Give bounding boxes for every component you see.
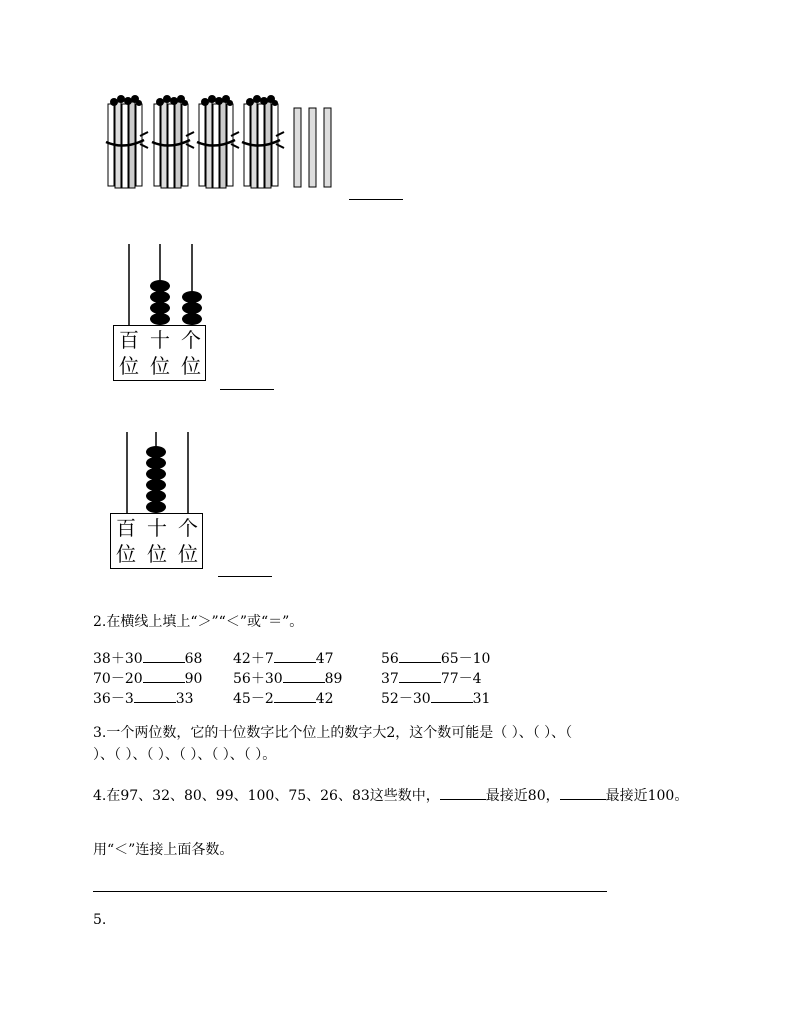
abacus-rods — [110, 240, 220, 330]
stick-bundle — [106, 95, 148, 188]
abacus-rods — [108, 428, 218, 518]
place-label: 位 — [119, 354, 139, 378]
answer-line[interactable] — [93, 891, 607, 892]
single-stick — [309, 108, 316, 187]
abacus-bead — [146, 468, 166, 480]
place-label: 位 — [181, 354, 201, 378]
hundreds-label: 百 — [119, 328, 139, 352]
answer-blank-1[interactable] — [349, 199, 403, 200]
comparison-item: 56 65－10 — [381, 648, 490, 669]
comparison-item: 52－30 31 — [381, 688, 490, 709]
abacus-bead — [150, 302, 170, 314]
abacus-bead — [146, 457, 166, 469]
single-stick — [324, 108, 331, 187]
answer-blank[interactable] — [399, 648, 441, 663]
abacus-bead — [150, 291, 170, 303]
comparison-item: 36－3 33 — [93, 688, 194, 709]
abacus-bead — [146, 490, 166, 502]
comparison-item: 45－2 42 — [233, 688, 334, 709]
hundreds-label: 百 — [116, 516, 136, 540]
place-label: 位 — [147, 542, 167, 566]
place-label: 位 — [150, 354, 170, 378]
ones-label: 个 — [178, 516, 198, 540]
stick-bundles-figure — [100, 92, 350, 192]
comparison-item: 38＋30 68 — [93, 648, 202, 669]
answer-blank[interactable] — [143, 668, 185, 683]
tens-label: 十 — [150, 328, 170, 352]
single-stick — [294, 108, 301, 187]
question-3-line-2: ）、（ ）、（ ）、（ ）、（ ）、（ ）。 — [93, 747, 277, 763]
place-value-label-box — [113, 325, 206, 381]
answer-blank[interactable] — [274, 648, 316, 663]
answer-blank[interactable] — [283, 668, 325, 683]
stick-bundle — [152, 95, 194, 188]
question-2-title: 2.在横线上填上“＞”“＜”或“＝”。 — [93, 614, 304, 630]
answer-blank-2[interactable] — [220, 389, 274, 390]
stick-bundle — [197, 95, 239, 188]
tens-label: 十 — [147, 516, 167, 540]
question-4: 4.在97、32、80、99、100、75、26、83这些数中， 最接近80， 最接近100。 — [93, 785, 688, 806]
comparison-item: 42＋7 47 — [233, 648, 334, 669]
abacus-bead — [146, 446, 166, 458]
abacus-bead — [150, 280, 170, 292]
abacus-bead — [146, 479, 166, 491]
answer-blank[interactable] — [440, 785, 486, 800]
answer-blank-3[interactable] — [218, 576, 272, 577]
comparison-item: 37 77－4 — [381, 668, 482, 689]
stick-bundle — [242, 95, 284, 188]
place-label: 位 — [178, 542, 198, 566]
answer-blank[interactable] — [134, 688, 176, 703]
abacus-bead — [146, 501, 166, 513]
abacus-bead — [182, 313, 202, 325]
place-value-label-box — [110, 513, 203, 569]
answer-blank[interactable] — [399, 668, 441, 683]
comparison-item: 56＋30 89 — [233, 668, 342, 689]
answer-blank[interactable] — [560, 785, 606, 800]
place-label: 位 — [116, 542, 136, 566]
answer-blank[interactable] — [274, 688, 316, 703]
question-5-label: 5. — [93, 912, 107, 928]
comparison-item: 70－20 90 — [93, 668, 202, 689]
answer-blank[interactable] — [143, 648, 185, 663]
answer-blank[interactable] — [431, 688, 473, 703]
abacus-bead — [150, 313, 170, 325]
ones-label: 个 — [181, 328, 201, 352]
abacus-bead — [182, 291, 202, 303]
question-3-line-1: 3.一个两位数，它的十位数字比个位上的数字大2，这个数可能是（ ）、（ ）、（ — [93, 725, 573, 741]
question-4-sub: 用“＜”连接上面各数。 — [93, 842, 234, 858]
abacus-bead — [182, 302, 202, 314]
